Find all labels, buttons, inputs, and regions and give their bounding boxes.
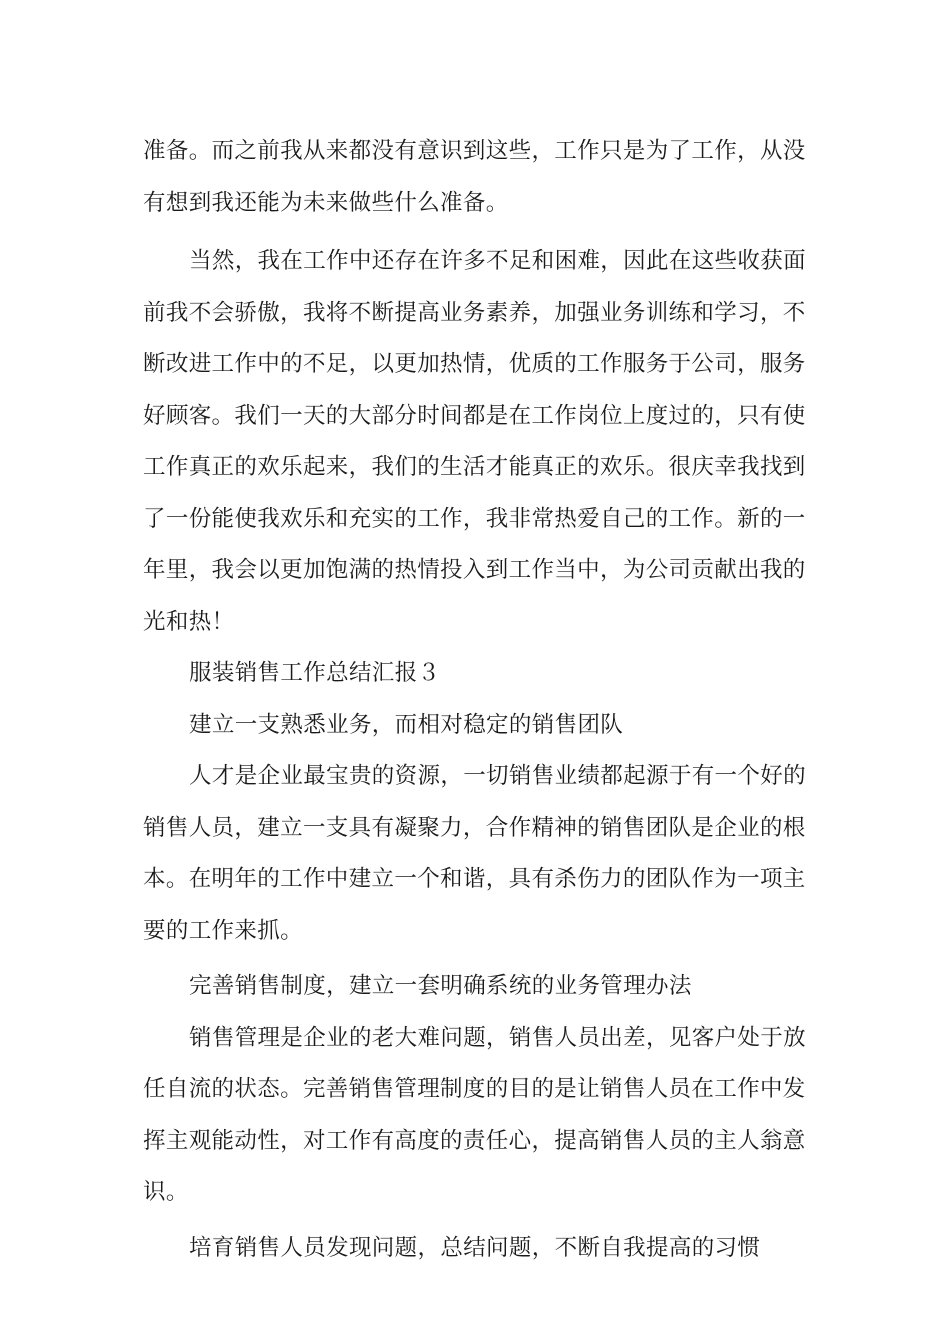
document-page bbox=[143, 126, 807, 1274]
text-line: 销售管理是企业的老大难问题，销售人员出差，见客户处于放 bbox=[189, 1024, 806, 1051]
text-line: 建立一支熟悉业务，而相对稳定的销售团队 bbox=[189, 711, 624, 738]
paragraph-team bbox=[143, 751, 807, 957]
text-line: 好顾客。我们一天的大部分时间都是在工作岗位上度过的，只有使 bbox=[143, 402, 806, 429]
text-line: 前我不会骄傲，我将不断提高业务素养，加强业务训练和学习，不 bbox=[143, 299, 806, 326]
text-line: 培育销售人员发现问题，总结问题，不断自我提高的习惯 bbox=[189, 1234, 761, 1261]
text-line: 了一份能使我欢乐和充实的工作，我非常热爱自己的工作。新的一 bbox=[143, 505, 806, 532]
section-title bbox=[143, 648, 807, 700]
text-line: 服装销售工作总结汇报３ bbox=[189, 660, 441, 686]
subheading-habits bbox=[143, 1223, 807, 1275]
subheading-team bbox=[143, 700, 807, 752]
text-line: 工作真正的欢乐起来，我们的生活才能真正的欢乐。很庆幸我找到 bbox=[143, 454, 806, 480]
text-line: 当然，我在工作中还存在许多不足和困难，因此在这些收获面 bbox=[189, 248, 806, 274]
paragraph-system bbox=[143, 1013, 807, 1219]
text-line: 人才是企业最宝贵的资源，一切销售业绩都起源于有一个好的 bbox=[189, 763, 806, 789]
paragraph-2 bbox=[143, 236, 807, 648]
text-line: 准备。而之前我从来都没有意识到这些，工作只是为了工作，从没 bbox=[143, 138, 806, 164]
text-line: 要的工作来抓。 bbox=[143, 917, 303, 944]
text-line: 识。 bbox=[143, 1179, 189, 1205]
text-line: 有想到我还能为未来做些什么准备。 bbox=[143, 189, 509, 216]
text-line: 断改进工作中的不足，以更加热情，优质的工作服务于公司，服务 bbox=[143, 351, 806, 377]
text-line: 光和热！ bbox=[143, 608, 235, 635]
subheading-system bbox=[143, 961, 807, 1013]
text-line: 完善销售制度，建立一套明确系统的业务管理办法 bbox=[189, 973, 692, 999]
text-line: 年里，我会以更加饱满的热情投入到工作当中，为公司贡献出我的 bbox=[143, 557, 806, 583]
text-line: 任自流的状态。完善销售管理制度的目的是让销售人员在工作中发 bbox=[143, 1076, 806, 1102]
text-line: 本。在明年的工作中建立一个和谐，具有杀伤力的团队作为一项主 bbox=[143, 866, 806, 892]
paragraph-1 bbox=[143, 126, 807, 229]
text-line: 销售人员，建立一支具有凝聚力，合作精神的销售团队是企业的根 bbox=[143, 814, 806, 841]
text-line: 挥主观能动性，对工作有高度的责任心，提高销售人员的主人翁意 bbox=[143, 1127, 806, 1154]
